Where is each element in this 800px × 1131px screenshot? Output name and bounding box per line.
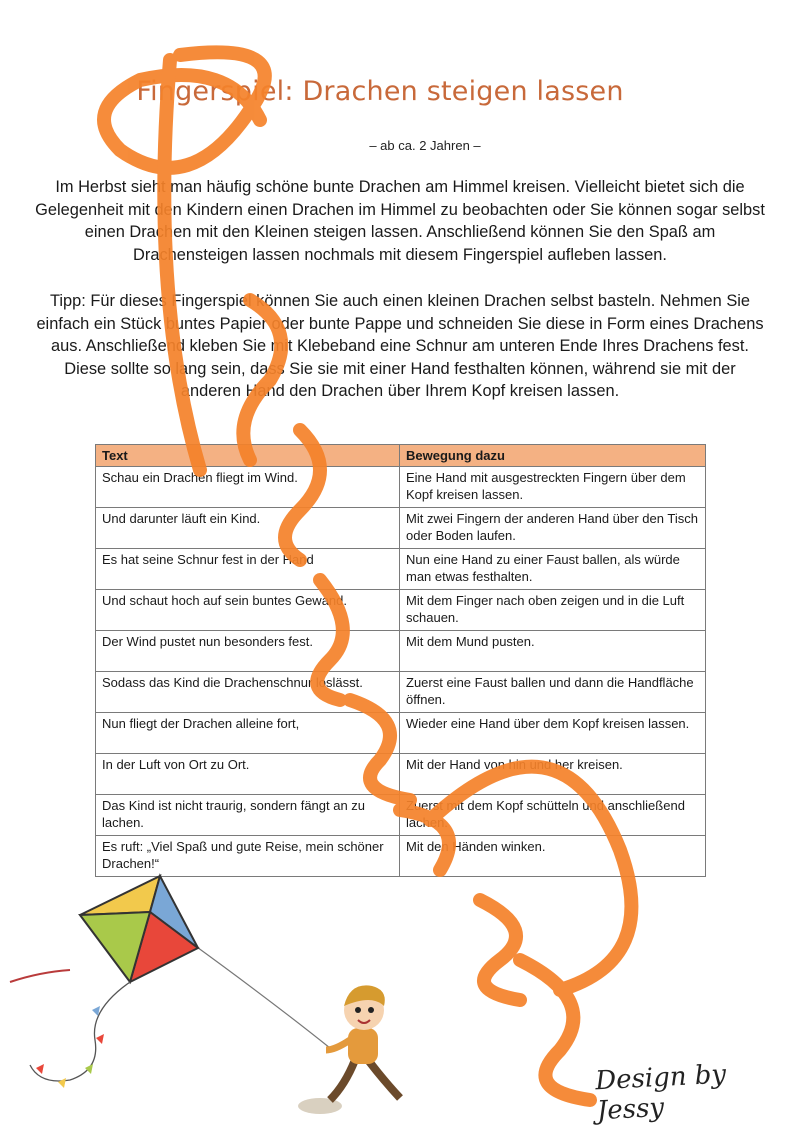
table-header-row xyxy=(96,445,706,467)
verse-cell: In der Luft von Ort zu Ort. xyxy=(96,754,400,795)
table-row xyxy=(96,672,706,713)
kite-tail xyxy=(30,982,130,1081)
table-row xyxy=(96,713,706,754)
table-row xyxy=(96,754,706,795)
verse-cell: Und darunter läuft ein Kind. xyxy=(96,508,400,549)
table-row xyxy=(96,631,706,672)
fingerspiel-table xyxy=(95,444,706,877)
running-child xyxy=(298,985,400,1114)
table-row xyxy=(96,549,706,590)
movement-cell: Mit dem Finger nach oben zeigen und in die Luft schauen. xyxy=(400,590,706,631)
movement-cell: Zuerst mit dem Kopf schütteln und anschließend lachen. xyxy=(400,795,706,836)
verse-cell: Es ruft: „Viel Spaß und gute Reise, mein schöner Drachen!“ xyxy=(96,836,400,877)
kite-string xyxy=(190,942,330,1048)
movement-cell: Zuerst eine Faust ballen und dann die Handfläche öffnen. xyxy=(400,672,706,713)
header-movement: Bewegung dazu xyxy=(400,445,706,467)
verse-cell: Sodass das Kind die Drachenschnur loslässt. xyxy=(96,672,400,713)
verse-cell: Und schaut hoch auf sein buntes Gewand. xyxy=(96,590,400,631)
signature: Design by Jessy xyxy=(594,1059,727,1127)
kite xyxy=(80,876,198,982)
movement-cell: Mit den Händen winken. xyxy=(400,836,706,877)
movement-cell: Eine Hand mit ausgestreckten Fingern über dem Kopf kreisen lassen. xyxy=(400,467,706,508)
verse-cell: Nun fliegt der Drachen alleine fort, xyxy=(96,713,400,754)
movement-cell: Mit der Hand von hin und her kreisen. xyxy=(400,754,706,795)
age-subtitle: – ab ca. 2 Jahren – xyxy=(369,138,481,153)
verse-cell: Schau ein Drachen fliegt im Wind. xyxy=(96,467,400,508)
verse-cell: Das Kind ist nicht traurig, sondern fängt an zu lachen. xyxy=(96,795,400,836)
movement-cell: Mit zwei Fingern der anderen Hand über den Tisch oder Boden laufen. xyxy=(400,508,706,549)
verse-cell: Der Wind pustet nun besonders fest. xyxy=(96,631,400,672)
movement-cell: Nun eine Hand zu einer Faust ballen, als würde man etwas festhalten. xyxy=(400,549,706,590)
movement-cell: Wieder eine Hand über dem Kopf kreisen lassen. xyxy=(400,713,706,754)
page-title: Fingerspiel: Drachen steigen lassen xyxy=(136,76,624,108)
intro-paragraph: Im Herbst sieht man häufig schöne bunte Drachen am Himmel kreisen. Vielleicht bietet sich die Gelegenheit mit den Kindern einen Drachen im Himmel zu beobachten oder Sie können sogar selbst einen Drachen mit den Kleinen steigen lassen. Anschließend können Sie den Spaß am Drachensteigen lassen nochmals mit diesem Fingerspiel aufleben lassen. xyxy=(35,178,765,264)
table-row xyxy=(96,508,706,549)
table-row xyxy=(96,590,706,631)
movement-cell: Mit dem Mund pusten. xyxy=(400,631,706,672)
tip-paragraph: Tipp: Für dieses Fingerspiel können Sie auch einen kleinen Drachen selbst basteln. Nehmen Sie einfach ein Stück buntes Papier oder bunte Pappe und schneiden Sie diese in Form eines Drachens aus. Anschließend kleben Sie mit Klebeband eine Schnur am unteren Ende Ihres Drachens fest. Diese sollte so lang sein, dass Sie sie mit einer Hand festhalten können, während sie mit der anderen Hand den Drachen über Ihrem Kopf kreisen lassen. xyxy=(36,292,764,401)
table-row xyxy=(96,795,706,836)
verse-cell: Es hat seine Schnur fest in der Hand xyxy=(96,549,400,590)
kite-tail-bows xyxy=(36,1006,104,1088)
kite-yellow-panel xyxy=(80,876,160,915)
kite-tail-ribbon xyxy=(10,970,70,982)
header-text: Text xyxy=(96,445,400,467)
table-row xyxy=(96,467,706,508)
